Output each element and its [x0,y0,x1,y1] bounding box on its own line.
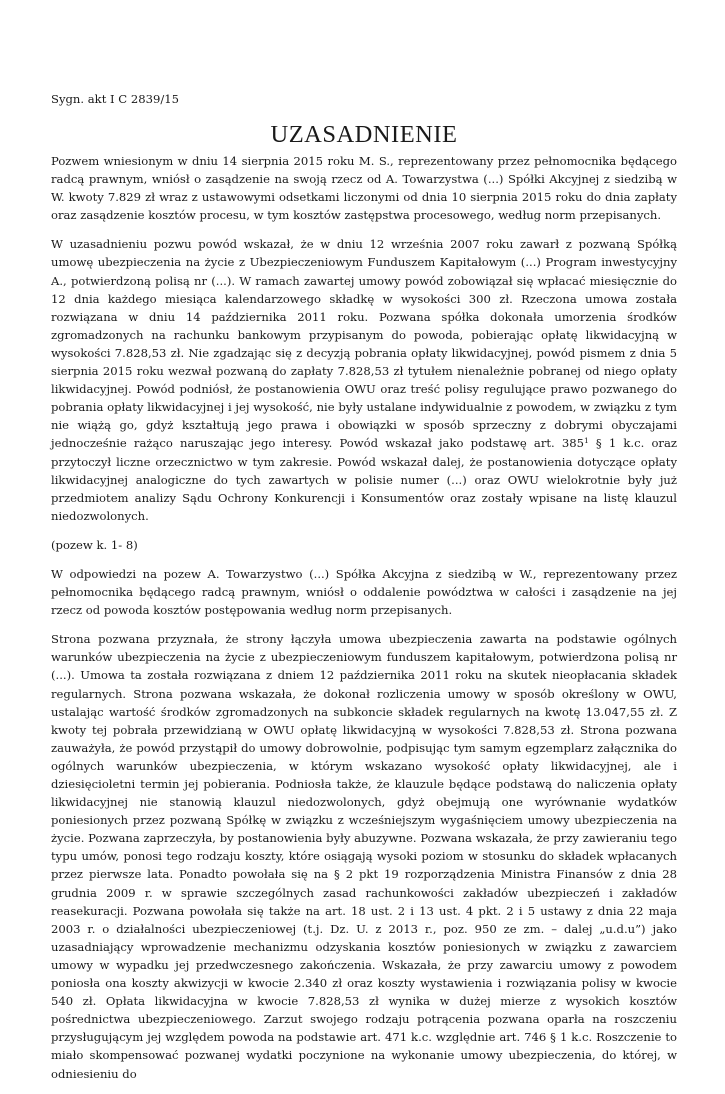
claim-text-before: W uzasadnieniu pozwu powód wskazał, że w dniu 12 września 2007 roku zawarł z pozwaną Spółką umowę ubezpieczenia na życie z Ubezpieczeniowym Funduszem Kapitałowym (...) Program inwestycyjny A., potwierdzoną polisą nr (...). W ramach zawartej umowy powód zobowiązał się wpłacać miesięcznie do 12 dnia każdego miesiąca kalendarzowego składkę w wysokości 300 zł. Rzeczona umowa została rozwiązana w dniu 14 października 2011 roku. Pozwana spółka dokonała umorzenia środków zgromadzonych na rachunku bankowym przypisanym do powoda, pobierając opłatę likwidacyjną w wysokości 7.828,53 zł. Nie zgadzając się z decyzją pobrania opłaty likwidacyjnej, powód pismem z dnia 5 sierpnia 2015 roku wezwał pozwaną do zapłaty 7.828,53 zł tytułem nienależnie pobranej od niego opłaty likwidacyjnej. Powód podniósł, że postanowienia OWU oraz treść polisy regulujące prawo pozwanego do pobrania opłaty likwidacyjnej i jej wysokość, nie były ustalane indywidualnie z powodem, w związku z tym nie wiążą go, gdyż kształtują jego prawa i obowiązki w sposób sprzeczny z dobrymi obyczajami jednocześnie rażąco naruszając jego interesy. Powód wskazał jako podstawę art. 385 [51,237,677,451]
paragraph-defendant-position: Strona pozwana przyznała, że strony łączyła umowa ubezpieczenia zawarta na podstawie ogólnych warunków ubezpieczenia na życie z ubezpieczeniowym funduszem kapitałowym, potwierdzona polisą nr (...). Umowa ta została rozwiązana z dniem 12 października 2011 roku na skutek nieopłacania składek regularnych. Strona pozwana wskazała, że dokonał rozliczenia umowy w sposób określony w OWU, ustalając wartość środków zgromadzonych na subkoncie składek regularnych na kwotę 13.047,55 zł. Z kwoty tej pobrała przewidzianą w OWU opłatę likwidacyjną w wysokości 7.828,53 zł. Strona pozwana zauważyła, że powód przystąpił do umowy dobrowolnie, podpisując tym samym egzemplarz załącznika do ogólnych warunków ubezpieczenia, w którym wskazano wysokość opłaty likwidacyjnej, ale i dziesięcioletni termin jej pobierania. Podniosła także, że klauzule będące podstawą do naliczenia opłaty likwidacyjnej nie stanowią klauzul niedozwolonych, gdyż obejmują one wyrównanie wydatków poniesionych przez pozwaną Spółkę w związku z wcześniejszym wygaśnięciem umowy ubezpieczenia na życie. Pozwana zaprzeczyła, by postanowienia były abuzywne. Pozwana wskazała, że przy zawieraniu tego typu umów, ponosi tego rodzaju koszty, które osiągają wysoki poziom w stosunku do składek wpłacanych przez pierwsze lata. Ponadto powołała się na § 2 pkt 19 rozporządzenia Ministra Finansów z dnia 28 grudnia 2009 r. w sprawie szczególnych zasad rachunkowości zakładów ubezpieczeń i zakładów reasekuracji. Pozwana powołała się także na art. 18 ust. 2 i 13 ust. 4 pkt. 2 i 5 ustawy z dnia 22 maja 2003 r. o działalności ubezpieczeniowej (t.j. Dz. U. z 2013 r., poz. 950 ze zm. – dalej „u.d.u”) jako uzasadniający wprowadzenie mechanizmu odzyskania kosztów poniesionych w związku z zawarciem umowy w wypadku jej przedwczesnego zakończenia. Wskazała, że przy zawarciu umowy z powodem poniosła ona koszty akwizycji w kwocie 2.340 zł oraz koszty wystawienia i rozwiązania polisy w kwocie 540 zł. Opłata likwidacyjna w kwocie 7.828,53 zł wynika w dużej mierze z wysokich kosztów pośrednictwa ubezpieczeniowego. Zarzut swojego rodzaju potrącenia pozwana oparła na roszczeniu przysługującym jej względem powoda na podstawie art. 471 k.c. względnie art. 746 § 1 k.c. Roszczenie to miało skompensować pozwanej wydatki poczynione na wykonanie umowy ubezpieczenia, do której, w odniesieniu do [51,632,677,1081]
case-signature: Sygn. akt I C 2839/15 [51,92,180,106]
paragraph-response: W odpowiedzi na pozew A. Towarzystwo (...) Spółka Akcyjna z siedzibą w W., reprezentowany przez pełnomocnika będącego radcą prawnym, wniósł o oddalenie powództwa w całości i zasądzenie na jej rzecz od powoda kosztów postępowania według norm przepisanych. [51,566,677,618]
article-superscript: 1 [584,436,589,446]
document-title: UZASADNIENIE [270,121,458,148]
paragraph-claim-justification [51,235,677,525]
paragraph-citation: (pozew k. 1- 8) [51,537,138,552]
paragraph-claim-intro: Pozwem wniesionym w dniu 14 sierpnia 2015 roku M. S., reprezentowany przez pełnomocnika będącego radcą prawnym, wniósł o zasądzenie na swoją rzecz od A. Towarzystwa (...) Spółki Akcyjnej z siedzibą w W. kwoty 7.829 zł wraz z ustawowymi odsetkami liczonymi od dnia 10 sierpnia 2015 roku do dnia zapłaty oraz zasądzenie kosztów procesu, w tym kosztów zastępstwa procesowego, według norm przepisanych. [51,154,677,223]
claim-text-after: § 1 k.c. oraz przytoczył liczne orzecznictwo w tym zakresie. Powód wskazał dalej, że postanowienia dotyczące opłaty likwidacyjnej analogiczne do tych zawartych w polisie numer (...) oraz OWU wielokrotnie były już przedmiotem analizy Sądu Ochrony Konkurencji i Konsumentów oraz zostały wpisane na listę klauzul niedozwolonych. [51,436,677,523]
document-page [51,80,677,1094]
